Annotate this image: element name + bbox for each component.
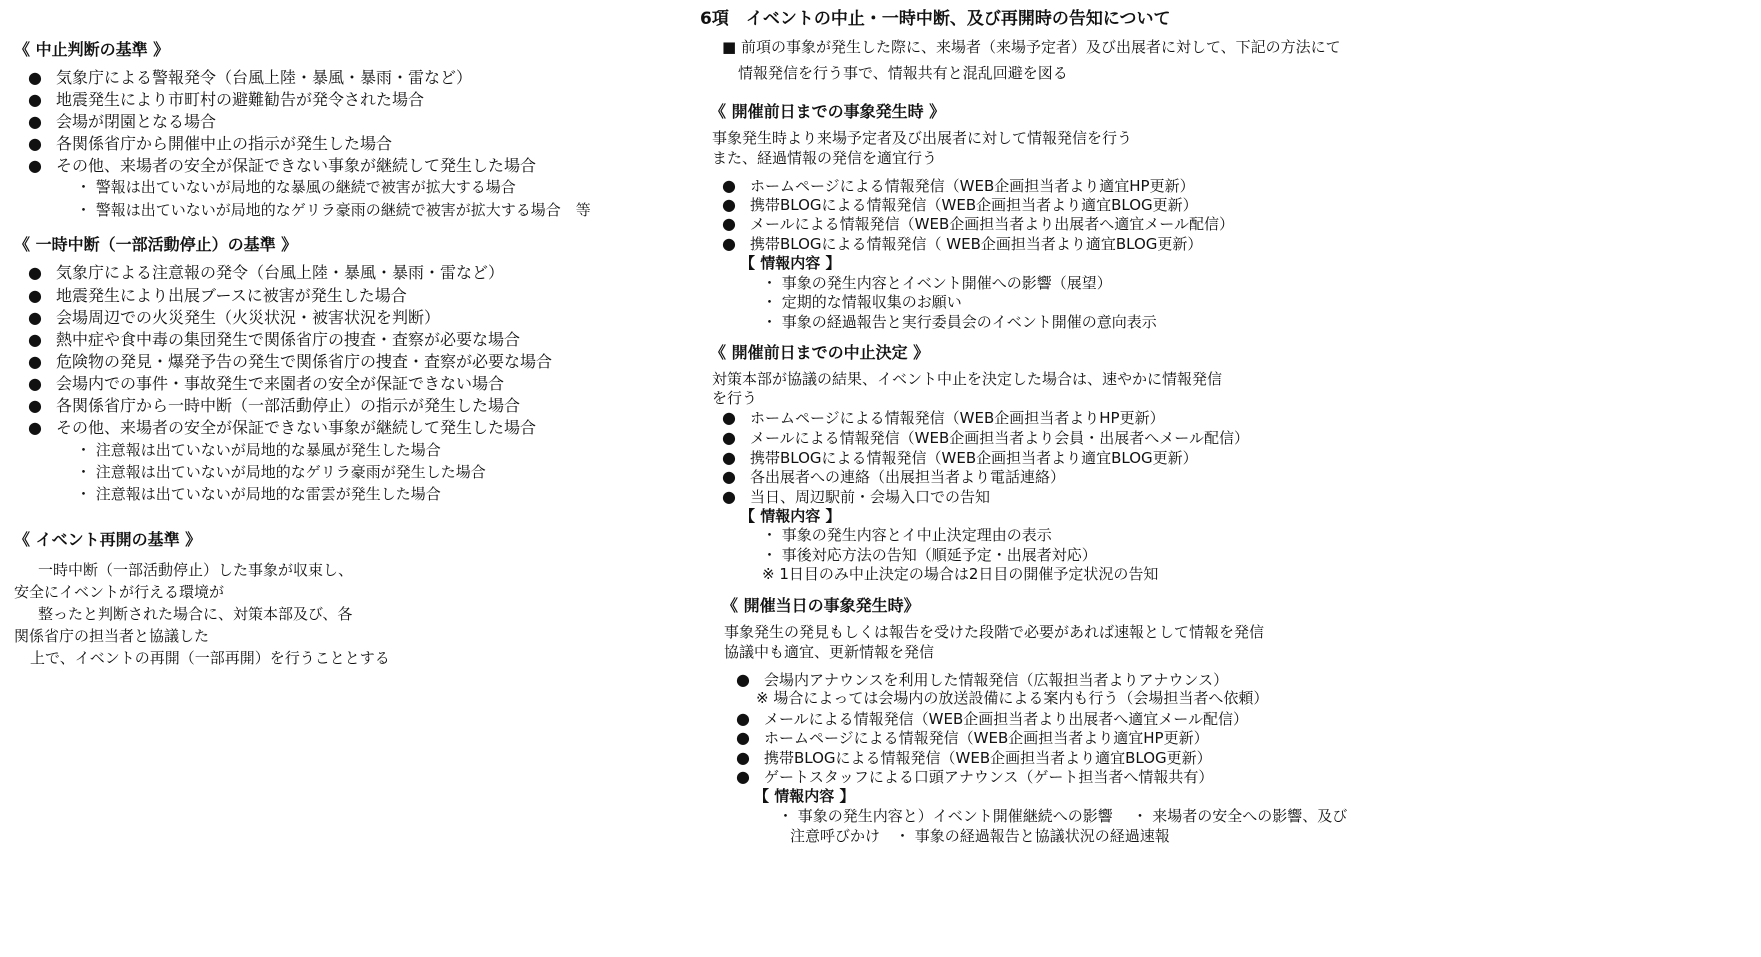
list-item: ● その他、来場者の安全が保証できない事象が継続して発生した場合 bbox=[28, 418, 536, 437]
list-item: ● 携帯BLOGによる情報発信（WEB企画担当者より適宜BLOG更新） bbox=[722, 195, 1198, 214]
bullet-icon: ● bbox=[28, 156, 42, 175]
paragraph-line: 安全にイベントが行える環境が bbox=[14, 583, 225, 601]
info-item: ・ 事後対応方法の告知（順延予定・出展者対応） bbox=[762, 546, 1097, 564]
bullet-icon: ● bbox=[28, 68, 42, 87]
bullet-icon: ● bbox=[722, 176, 736, 195]
list-item: ● 気象庁による警報発令（台風上陸・暴風・暴雨・雷など） bbox=[28, 68, 472, 87]
paragraph-line: 事象発生の発見もしくは報告を受けた段階で必要があれば速報として情報を発信 bbox=[724, 623, 1265, 641]
day-of-heading: 《 開催当日の事象発生時》 bbox=[722, 596, 920, 615]
paragraph-line: また、経過情報の発信を適宜行う bbox=[712, 149, 938, 167]
bullet-icon: ● bbox=[28, 330, 42, 349]
list-item: ● 熱中症や食中毒の集団発生で関係省庁の捜査・査察が必要な場合 bbox=[28, 330, 520, 349]
pause-criteria-heading: 《 一時中断（一部活動停止）の基準 》 bbox=[14, 235, 298, 254]
list-item: ● ゲートスタッフによる口頭アナウンス（ゲート担当者へ情報共有） bbox=[736, 767, 1214, 786]
paragraph-line: 一時中断（一部活動停止）した事象が収束し、 bbox=[38, 561, 354, 579]
bullet-icon: ● bbox=[736, 728, 750, 747]
info-heading: 【 情報内容 】 bbox=[754, 787, 855, 805]
list-item: ● 気象庁による注意報の発令（台風上陸・暴風・暴雨・雷など） bbox=[28, 263, 504, 282]
bullet-icon: ● bbox=[28, 134, 42, 153]
list-item: ● 地震発生により出展ブースに被害が発生した場合 bbox=[28, 286, 407, 305]
paragraph-line: 対策本部が協議の結果、イベント中止を決定した場合は、速やかに情報発信 bbox=[712, 370, 1223, 388]
info-item: ・ 事象の経過報告と実行委員会のイベント開催の意向表示 bbox=[762, 313, 1157, 331]
bullet-icon: ● bbox=[722, 448, 736, 467]
info-item: ・ 事象の発生内容とイベント開催への影響（展望） bbox=[762, 274, 1112, 292]
list-item: ● ホームページによる情報発信（WEB企画担当者より適宜HP更新） bbox=[736, 728, 1209, 747]
list-item: ● 会場内アナウンスを利用した情報発信（広報担当者よりアナウンス） bbox=[736, 670, 1229, 689]
list-item: ● 各関係省庁から一時中断（一部活動停止）の指示が発生した場合 bbox=[28, 396, 520, 415]
bullet-icon: ● bbox=[722, 408, 736, 427]
bullet-icon: ● bbox=[722, 428, 736, 447]
bullet-icon: ● bbox=[722, 467, 736, 486]
bullet-icon: ● bbox=[28, 396, 42, 415]
bullet-icon: ● bbox=[722, 214, 736, 233]
paragraph-line: 関係省庁の担当者と協議した bbox=[14, 627, 210, 645]
bullet-icon: ● bbox=[722, 487, 736, 506]
bullet-icon: ● bbox=[722, 195, 736, 214]
info-heading: 【 情報内容 】 bbox=[740, 507, 841, 525]
info-item: 注意呼びかけ ・ 事象の経過報告と協議状況の経過速報 bbox=[790, 827, 1170, 845]
note-line: ※ 場合によっては会場内の放送設備による案内も行う（会場担当者へ依頼） bbox=[756, 689, 1269, 707]
sub-item: ・ 注意報は出ていないが局地的な雷雲が発生した場合 bbox=[76, 485, 441, 503]
bullet-icon: ● bbox=[28, 374, 42, 393]
bullet-icon: ● bbox=[28, 352, 42, 371]
list-item: ● 携帯BLOGによる情報発信（WEB企画担当者より適宜BLOG更新） bbox=[736, 748, 1212, 767]
bullet-icon: ● bbox=[736, 709, 750, 728]
paragraph-line: 事象発生時より来場予定者及び出展者に対して情報発信を行う bbox=[712, 129, 1133, 147]
list-item: ● 携帯BLOGによる情報発信（ WEB企画担当者より適宜BLOG更新） bbox=[722, 234, 1203, 253]
sub-item: ・ 警報は出ていないが局地的な暴風の継続で被害が拡大する場合 bbox=[76, 178, 516, 196]
list-item: ● 会場周辺での火災発生（火災状況・被害状況を判断） bbox=[28, 308, 440, 327]
paragraph-line: を行う bbox=[712, 389, 758, 407]
bullet-icon: ● bbox=[28, 263, 42, 282]
list-item: ● 地震発生により市町村の避難勧告が発令された場合 bbox=[28, 90, 424, 109]
bullet-icon: ● bbox=[28, 286, 42, 305]
intro-line: ■ 前項の事象が発生した際に、来場者（来場予定者）及び出展者に対して、下記の方法にて bbox=[722, 38, 1341, 56]
bullet-icon: ● bbox=[28, 308, 42, 327]
list-item: ● 当日、周辺駅前・会場入口での告知 bbox=[722, 487, 990, 506]
resume-criteria-heading: 《 イベント再開の基準 》 bbox=[14, 530, 202, 549]
list-item: ● 会場内での事件・事故発生で来園者の安全が保証できない場合 bbox=[28, 374, 504, 393]
bullet-icon: ● bbox=[736, 748, 750, 767]
bullet-icon: ● bbox=[736, 767, 750, 786]
before-event-heading: 《 開催前日までの事象発生時 》 bbox=[710, 102, 946, 121]
list-item: ● 会場が閉園となる場合 bbox=[28, 112, 216, 131]
page-title: 6項 イベントの中止・一時中断、及び再開時の告知について bbox=[700, 9, 1171, 29]
sub-item: ・ 注意報は出ていないが局地的な暴風が発生した場合 bbox=[76, 441, 441, 459]
bullet-icon: ● bbox=[736, 670, 750, 689]
bullet-icon: ● bbox=[28, 418, 42, 437]
paragraph-line: 協議中も適宜、更新情報を発信 bbox=[724, 643, 935, 661]
cancel-decision-heading: 《 開催前日までの中止決定 》 bbox=[710, 343, 930, 362]
sub-item: ・ 警報は出ていないが局地的なゲリラ豪雨の継続で被害が拡大する場合 等 bbox=[76, 201, 591, 219]
info-heading: 【 情報内容 】 bbox=[740, 254, 841, 272]
list-item: ● ホームページによる情報発信（WEB企画担当者より適宜HP更新） bbox=[722, 176, 1195, 195]
info-item: ・ 定期的な情報収集のお願い bbox=[762, 293, 962, 311]
list-item: ● 携帯BLOGによる情報発信（WEB企画担当者より適宜BLOG更新） bbox=[722, 448, 1198, 467]
info-item: ・ 事象の発生内容と）イベント開催継続への影響 ・ 来場者の安全への影響、及び bbox=[778, 807, 1348, 825]
list-item: ● メールによる情報発信（WEB企画担当者より出展者へ適宜メール配信） bbox=[722, 214, 1234, 233]
bullet-icon: ● bbox=[28, 112, 42, 131]
list-item: ● 危険物の発見・爆発予告の発生で関係省庁の捜査・査察が必要な場合 bbox=[28, 352, 552, 371]
intro-line: 情報発信を行う事で、情報共有と混乱回避を図る bbox=[738, 64, 1068, 82]
paragraph-line: 上で、イベントの再開（一部再開）を行うこととする bbox=[30, 649, 390, 667]
list-item: ● メールによる情報発信（WEB企画担当者より出展者へ適宜メール配信） bbox=[736, 709, 1248, 728]
stop-criteria-heading: 《 中止判断の基準 》 bbox=[14, 40, 170, 59]
list-item: ● ホームページによる情報発信（WEB企画担当者よりHP更新） bbox=[722, 408, 1165, 427]
list-item: ● 各関係省庁から開催中止の指示が発生した場合 bbox=[28, 134, 392, 153]
info-item: ・ 事象の発生内容とイ中止決定理由の表示 bbox=[762, 526, 1052, 544]
bullet-icon: ● bbox=[28, 90, 42, 109]
list-item: ● 各出展者への連絡（出展担当者より電話連絡） bbox=[722, 467, 1065, 486]
info-item: ※ 1日目のみ中止決定の場合は2日目の開催予定状況の告知 bbox=[762, 565, 1159, 583]
list-item: ● その他、来場者の安全が保証できない事象が継続して発生した場合 bbox=[28, 156, 536, 175]
list-item: ● メールによる情報発信（WEB企画担当者より会員・出展者へメール配信） bbox=[722, 428, 1249, 447]
bullet-icon: ● bbox=[722, 234, 736, 253]
paragraph-line: 整ったと判断された場合に、対策本部及び、各 bbox=[38, 605, 353, 623]
sub-item: ・ 注意報は出ていないが局地的なゲリラ豪雨が発生した場合 bbox=[76, 463, 486, 481]
